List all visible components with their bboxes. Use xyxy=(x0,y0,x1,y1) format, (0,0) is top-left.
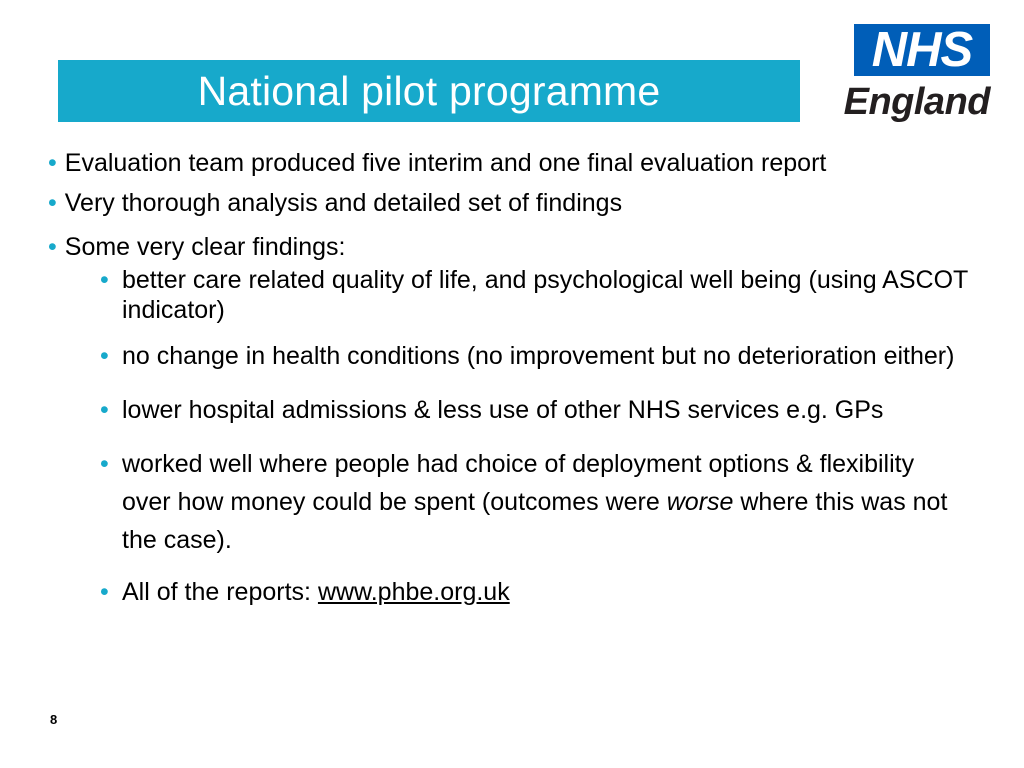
sub-bullet-item xyxy=(74,265,968,325)
bullet-item xyxy=(48,229,968,265)
bullet-text: Evaluation team produced five interim and one final evaluation report xyxy=(64,149,827,177)
bullet-item xyxy=(48,185,968,221)
bullet-item xyxy=(48,145,968,181)
nhs-logo-text: NHS xyxy=(871,22,973,77)
title-bar xyxy=(58,60,800,122)
bullet-icon: • xyxy=(48,189,57,217)
bullet-icon: • xyxy=(100,396,109,424)
bullet-text: Some very clear findings: xyxy=(64,233,346,261)
bullet-icon: • xyxy=(48,149,57,177)
sub-bullet-text: better care related quality of life, and psychological well being (using ASCOT indicator) xyxy=(122,266,968,324)
nhs-logo-box xyxy=(854,24,990,76)
sub-bullet-text-end: where this was not the case). xyxy=(122,488,948,554)
sub-bullet-text: All of the reports: xyxy=(122,578,318,606)
sub-bullet-item xyxy=(74,573,968,611)
bullet-icon: • xyxy=(100,450,109,478)
sub-bullet-text: lower hospital admissions & less use of other NHS services e.g. GPs xyxy=(122,396,884,424)
nhs-england-logo xyxy=(822,24,992,130)
england-logo-text: England xyxy=(843,81,990,123)
bullet-text: Very thorough analysis and detailed set of findings xyxy=(64,189,623,217)
sub-bullet-item xyxy=(74,445,968,559)
slide-number: 8 xyxy=(50,712,58,727)
reports-link[interactable]: www.phbe.org.uk xyxy=(317,578,510,606)
slide-title: National pilot programme xyxy=(197,67,661,114)
sub-bullet-item xyxy=(74,337,968,375)
bullet-icon: • xyxy=(100,578,109,606)
bullet-icon: • xyxy=(48,233,57,261)
bullet-icon: • xyxy=(100,342,109,370)
sub-bullet-text: no change in health conditions (no improvement but no deterioration either) xyxy=(122,342,955,370)
emphasis-text: worse xyxy=(666,488,734,516)
bullet-icon: • xyxy=(100,266,109,294)
sub-bullet-text-start: worked well where people had choice of deployment options & flexibility over how money could be spent (outcomes were xyxy=(122,450,915,516)
bullet-list xyxy=(48,145,968,611)
sub-bullet-item xyxy=(74,391,968,429)
